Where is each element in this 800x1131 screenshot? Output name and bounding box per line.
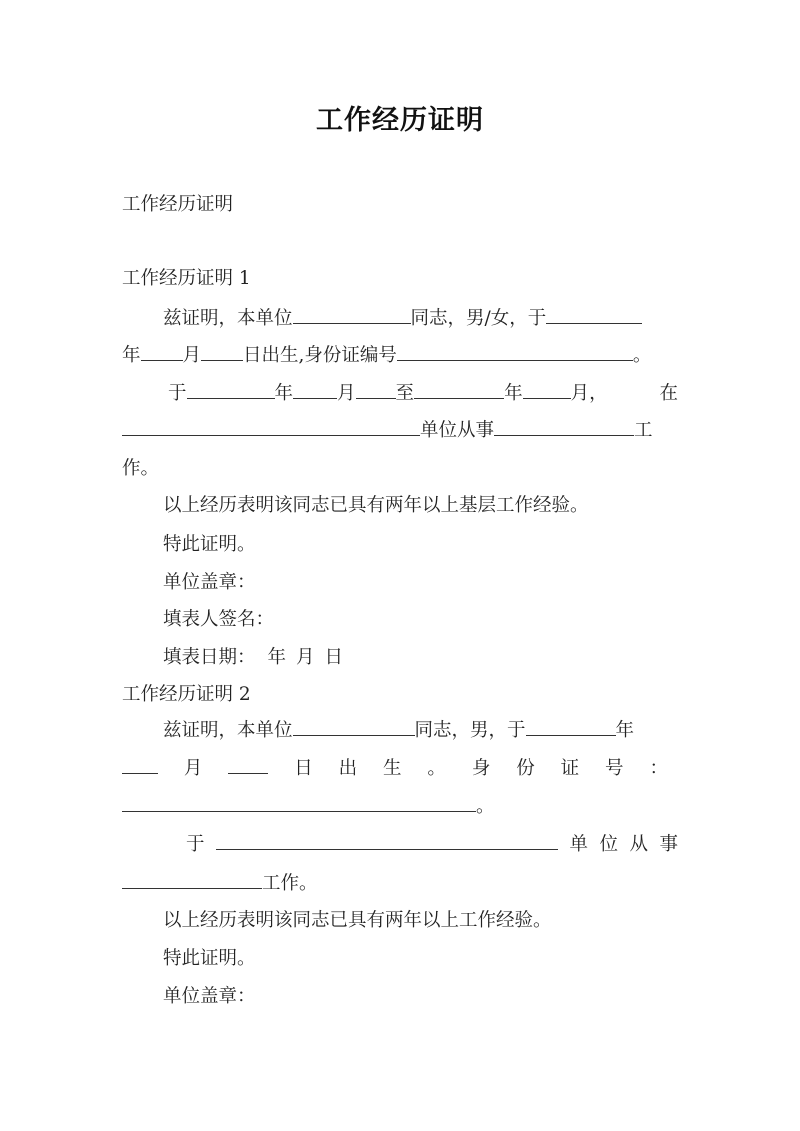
- text: 于: [168, 383, 187, 404]
- text: 身: [471, 758, 491, 779]
- blank-unit: [216, 832, 558, 850]
- text: 月: [182, 345, 202, 366]
- blank: [293, 381, 337, 399]
- cert1-line5: 作。: [122, 458, 160, 479]
- text: 月: [337, 383, 356, 404]
- cert1-line1: [163, 306, 642, 332]
- text: 单位从事: [420, 420, 495, 441]
- cert1-line4: [122, 418, 653, 444]
- cert2-line2: [122, 756, 668, 782]
- text: 单: [569, 834, 588, 855]
- text: 于: [186, 834, 205, 855]
- text: 同志，男，于: [414, 720, 526, 741]
- cert1-heading: 工作经历证明 1: [122, 268, 251, 289]
- cert1-date: [163, 645, 343, 671]
- text: 兹证明，本单位: [163, 308, 293, 329]
- text: 出: [338, 758, 358, 779]
- text: 。: [427, 758, 446, 779]
- cert2-seal: 单位盖章：: [163, 986, 256, 1007]
- text: 填表日期：: [163, 647, 256, 668]
- text: 工作。: [262, 873, 318, 894]
- text: 生: [383, 758, 402, 779]
- blank-job: [494, 418, 634, 436]
- blank: [414, 381, 504, 399]
- intro-text: 工作经历证明: [122, 194, 234, 215]
- cert2-line3: [122, 794, 495, 820]
- cert2-special: 特此证明。: [163, 948, 256, 969]
- text: ：: [649, 758, 668, 779]
- blank-year: [546, 306, 642, 324]
- blank-name: [293, 306, 411, 324]
- blank: [187, 381, 275, 399]
- text: 月: [296, 647, 315, 668]
- text: 日: [324, 647, 344, 668]
- text: 事: [659, 834, 678, 855]
- text: 月，: [570, 383, 608, 404]
- text: 从: [629, 834, 648, 855]
- text: 年: [122, 345, 141, 366]
- cert1-line2: [122, 343, 651, 369]
- blank-id-number: [397, 343, 633, 361]
- blank-name: [293, 718, 415, 736]
- blank-year: [526, 718, 616, 736]
- cert1-seal: 单位盖章：: [163, 572, 256, 593]
- blank: [228, 756, 268, 774]
- text: 号: [605, 758, 624, 779]
- text: 同志，男/女，于: [410, 308, 547, 329]
- cert2-heading: 工作经历证明 2: [122, 684, 251, 705]
- text: 位: [599, 834, 618, 855]
- blank: [356, 381, 396, 399]
- cert2-line5: [122, 871, 318, 897]
- segment: [168, 381, 608, 407]
- text: 月: [183, 758, 203, 779]
- text: 年: [504, 383, 523, 404]
- cert2-summary: 以上经历表明该同志已具有两年以上工作经验。: [163, 910, 552, 931]
- blank-job: [122, 871, 262, 889]
- blank-unit: [122, 418, 420, 436]
- document-title: 工作经历证明: [316, 105, 484, 136]
- text: 年: [274, 383, 294, 404]
- cert2-line4: [186, 832, 678, 858]
- text: 。: [476, 796, 495, 817]
- blank-id-number: [122, 794, 476, 812]
- text: 日出生,身份证编号: [243, 345, 397, 366]
- text: 工: [634, 420, 653, 441]
- text: 至: [395, 383, 415, 404]
- cert1-special: 特此证明。: [163, 534, 256, 555]
- text: 份: [516, 758, 535, 779]
- blank: [523, 381, 571, 399]
- cert1-line3: [168, 381, 678, 407]
- blank: [201, 343, 243, 361]
- text: 兹证明，本单位: [163, 720, 293, 741]
- text: 日: [294, 758, 313, 779]
- text: 年: [267, 647, 287, 668]
- blank: [141, 343, 183, 361]
- text: 年: [615, 720, 635, 741]
- text: 。: [632, 345, 652, 366]
- blank: [122, 756, 158, 774]
- cert2-line1: [163, 718, 634, 744]
- cert1-signer: 填表人签名：: [163, 609, 275, 630]
- text: 证: [560, 758, 580, 779]
- cert1-summary: 以上经历表明该同志已具有两年以上基层工作经验。: [163, 495, 589, 516]
- text: 在: [659, 383, 678, 404]
